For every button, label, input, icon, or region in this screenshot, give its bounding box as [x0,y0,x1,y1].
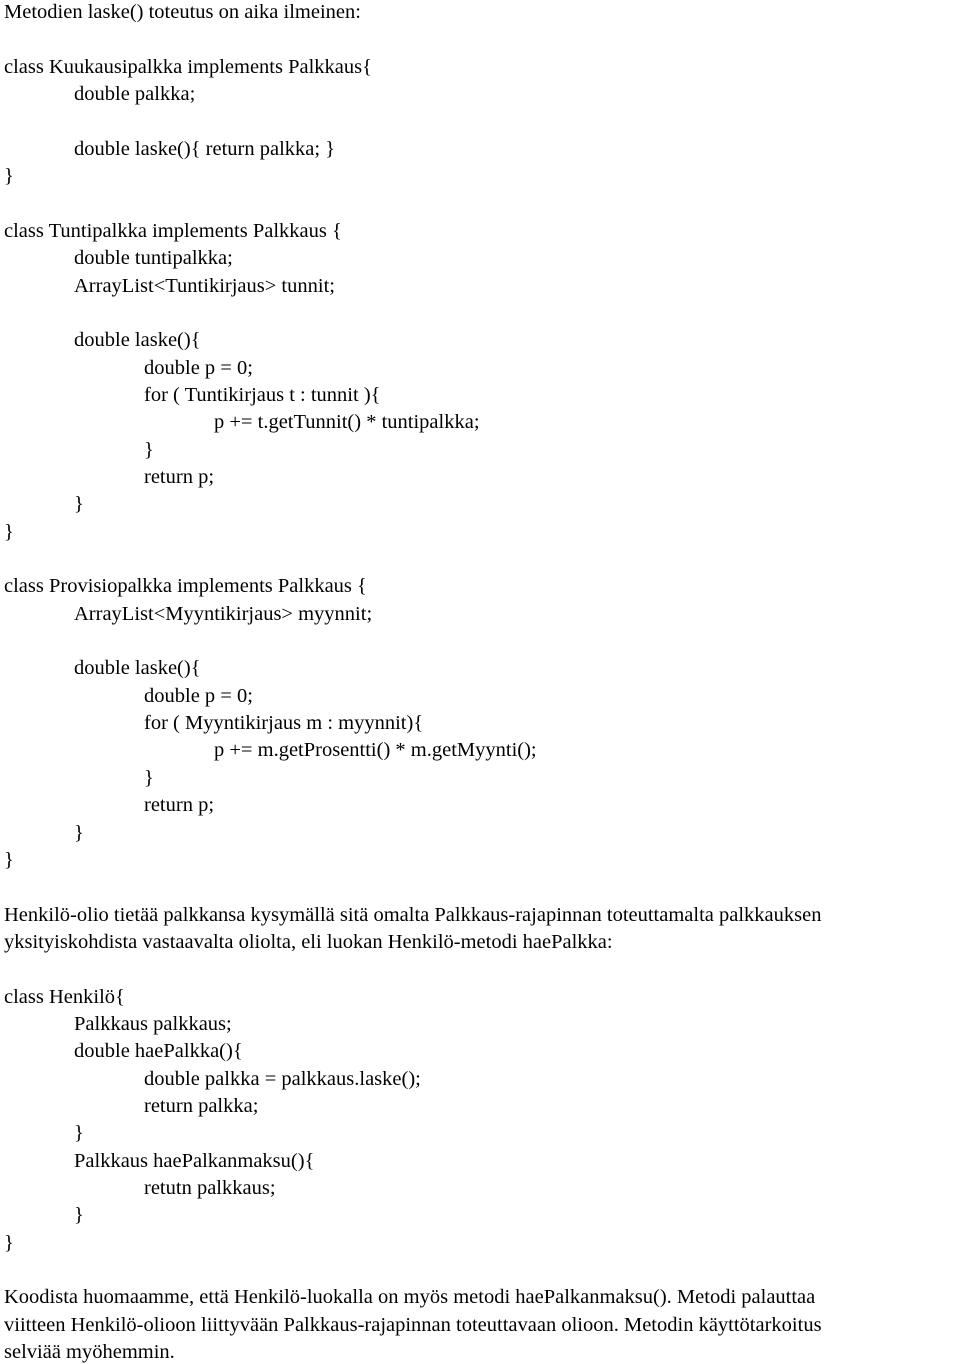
text-line: Henkilö-olio tietää palkkansa kysymällä sitä omalta Palkkaus-rajapinnan toteuttamalta palkkauksen [4,903,822,926]
text-line: double p = 0; [144,356,253,379]
text-line: for ( Myyntikirjaus m : myynnit){ [144,712,424,735]
text-line: } [74,1122,84,1145]
text-line: yksityiskohdista vastaavalta oliolta, eli luokan Henkilö-metodi haePalkka: [4,930,613,953]
text-line: double laske(){ [74,329,201,352]
text-line: class Provisiopalkka implements Palkkaus { [4,575,367,598]
text-line: Metodien laske() toteutus on aika ilmeinen: [4,1,361,23]
text-line: double laske(){ return palkka; } [74,137,336,160]
text-line: p += m.getProsentti() * m.getMyynti(); [214,739,537,762]
text-line: retutn palkkaus; [144,1177,276,1200]
text-line: } [4,165,14,188]
text-line: } [4,1231,14,1254]
text-line: } [4,848,14,871]
text-line: double palkka; [74,83,196,106]
text-line: viitteen Henkilö-olioon liittyvään Palkkaus-rajapinnan toteuttavaan olioon. Metodin käyttötarkoitus [4,1313,822,1336]
text-line: for ( Tuntikirjaus t : tunnit ){ [144,383,381,406]
text-line: } [144,438,154,461]
text-line: ArrayList<Tuntikirjaus> tunnit; [74,274,335,297]
text-line: class Henkilö{ [4,985,125,1008]
text-line: return palkka; [144,1095,259,1117]
text-line: Koodista huomaamme, että Henkilö-luokalla on myös metodi haePalkanmaksu(). Metodi palauttaa [4,1286,816,1309]
text-line: p += t.getTunnit() * tuntipalkka; [214,411,480,434]
text-line: double tuntipalkka; [74,247,233,270]
text-line: } [74,1204,84,1227]
text-line: } [74,493,84,516]
text-line: return p; [144,465,215,488]
text-line: Palkkaus haePalkanmaksu(){ [74,1149,315,1172]
text-line: double haePalkka(){ [74,1040,243,1063]
text-line: double p = 0; [144,684,253,707]
text-line: ArrayList<Myyntikirjaus> myynnit; [74,602,373,625]
text-line: class Tuntipalkka implements Palkkaus { [4,219,342,242]
text-line: selviää myöhemmin. [4,1341,175,1364]
text-line: } [144,766,154,789]
text-line: double palkka = palkkaus.laske(); [144,1067,421,1090]
text-line: return p; [144,794,215,817]
text-line: } [4,520,14,543]
text-line: } [74,821,84,844]
text-line: Palkkaus palkkaus; [74,1012,232,1035]
text-line: class Kuukausipalkka implements Palkkaus{ [4,55,372,78]
text-line: double laske(){ [74,657,201,680]
